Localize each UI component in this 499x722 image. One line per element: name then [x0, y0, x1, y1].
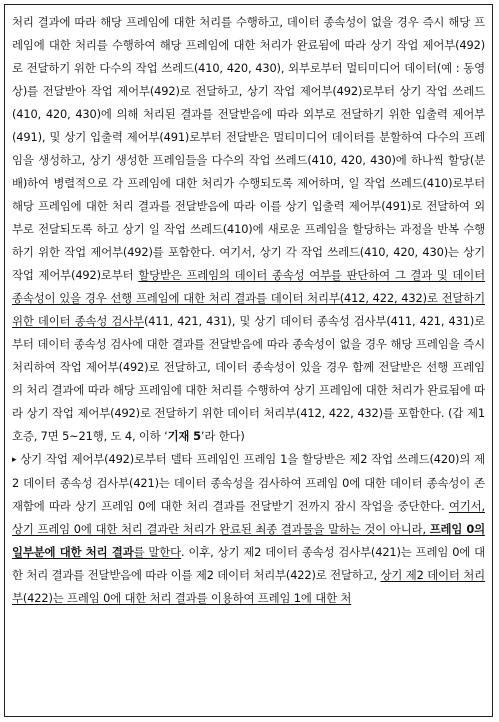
- underlined-data-processor-text: 상기 제2 데이터 처리부(422)는 프레임 0에 대한 처리 결과를 이용하여 프레임 1에 대한 처: [12, 568, 485, 605]
- text-segment: 상기 작업 제어부(492)로부터 델타 프레임인 프레임 1을 할당받은 제2 작업 쓰레드(420)의 제2 데이터 종속성 검사부(421)는 데이터 종속성을 검사하여 프레임 0에 대한 데이터 종속성이 존재함에 따라 상기 프레임 0에 대한 처리 결과를 전달받기 전까지 잠시 작업을 중단한다.: [12, 452, 485, 513]
- text-segment: 처리 결과에 따라 해당 프레임에 대한 처리를 수행하고, 데이터 종속성이 없을 경우 즉시 해당 프레임에 대한 처리를 수행하여 해당 프레임에 대한 처리가 완료됨에 따라 상기 작업 제어부(492)로 전달하기 위한 다수의 작업 쓰레드(410, 420, 430), 외부로부터 멀티미디어 데이터(예 : 동영상)를 전달받아 작업 제어부(492)로 전달하고, 상기 작업 제어부(492)로부터 상기 작업 쓰레드(410, 420, 430)에 의해 처리된 결과를 전달받음에 따라 외부로 전달하기 위한 입출력 제어부(491), 및 상기 입출력 제어부(491)로부터 전달받은 멀티미디어 데이터를 분할하여 다수의 프레임을 생성하고, 상기 생성한 프레임들을 다수의 작업 쓰레드(410, 420, 430)에 하나씩 할당(분배)하여 병렬적으로 각 프레임에 대한 처리가 수행되도록 제어하며, 일 작업 쓰레드(410)로부터 해당 프레임에 대한 처리 결과를 전달받음에 따라 이를 상기 입출력 제어부(491)로 전달하여 외부로 전달되도록 하고 상기 일 작업 쓰레드(410)에 새로운 프레임을 할당하는 과정을 반복 수행하기 위한 작업 제어부(492)를 포함한다. 여기서, 상기 각 작업 쓰레드(410, 420, 430)는 상기 작업 제어부(492)로부터: [12, 15, 485, 282]
- underlined-text-segment: 를 말한다: [133, 545, 181, 559]
- text-segment: (411, 421, 431), 및 상기 데이터 종속성 검사부(411, 421, 431)로부터 데이터 종속성 검사에 대한 결과를 전달받음에 따라 종속성이 없을 경우 해당 프레임을 즉시 처리하여 작업 제어부(492)로 전달하고, 데이터 종속성이 있을 경우 함께 전달받은 선행 프레임의 처리 결과에 따라 해당 프레임에 대한 처리를 수행하여 상기 프레임에 대한 처리가 완료됨에 따라 상기 작업 제어부(492)로 전달하기 위한 데이터 처리부(412, 422, 432)를 포함한다. (갑 제1호증, 7면 5~21행, 도 4, 이하 ‘: [12, 314, 485, 443]
- triangle-bullet-icon: ▸: [12, 455, 17, 465]
- document-page: [4, 4, 493, 717]
- bold-underlined-partial-result-text: 프레임 0의 일부분에 대한 처리 결과: [12, 522, 485, 559]
- paragraph-prior-art-description: [12, 11, 485, 448]
- citation-label: 기재 5: [167, 429, 201, 443]
- text-segment: ’라 한다): [200, 429, 245, 443]
- underlined-dependency-check-text: 할당받은 프레임의 데이터 종속성 여부를 판단하여 그 결과 및 데이터 종속성이 있을 경우 선행 프레임에 대한 처리 결과를 데이터 처리부(412, 422, 432)로 전달하기 위한 데이터 종속성 검사부: [12, 268, 485, 328]
- underlined-processing-result-text: 여기서, 상기 프레임 0에 대한 처리 결과란 처리가 완료된 최종 결과물을 말하는 것이 아니라,: [12, 499, 485, 536]
- paragraph-frame-processing: [12, 448, 485, 610]
- text-segment: . 이후, 상기 제2 데이터 종속성 검사부(421)는 프레임 0에 대한 처리 결과를 전달받음에 따라 이를 제2 데이터 처리부(422)로 전달하고,: [12, 545, 486, 582]
